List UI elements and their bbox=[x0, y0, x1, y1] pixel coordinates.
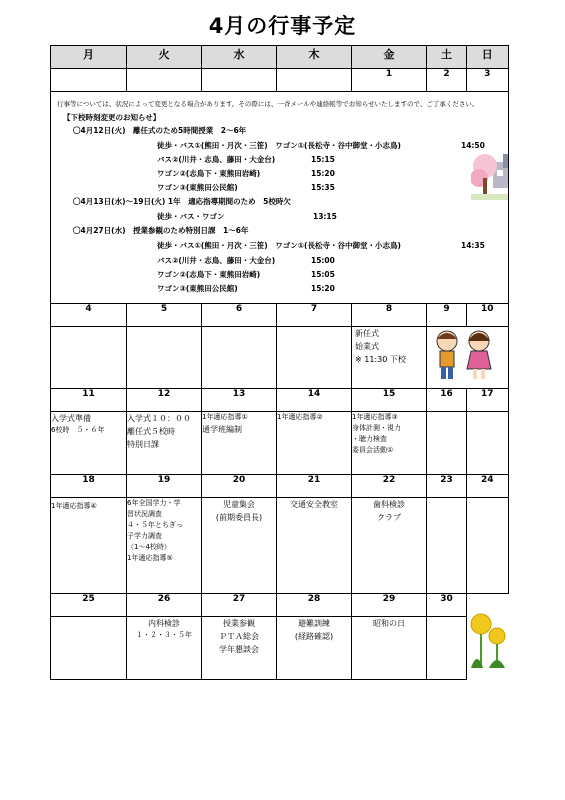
date-cell: 26 bbox=[127, 594, 202, 617]
event-cell bbox=[202, 498, 277, 594]
date-cell: 25 bbox=[51, 594, 127, 617]
weekday-sun: 日 bbox=[467, 46, 509, 69]
date-cell: 4 bbox=[51, 304, 127, 327]
event-cell bbox=[277, 498, 352, 594]
week0-date-row bbox=[51, 69, 509, 92]
event-text: 特別日課 bbox=[127, 440, 159, 449]
notice-time: 14:50 bbox=[461, 141, 485, 150]
event-text: 児童集会 bbox=[223, 500, 255, 509]
notice-time: 15:00 bbox=[311, 256, 335, 265]
date-cell: 20 bbox=[202, 475, 277, 498]
event-text: 6校時 ５・６年 bbox=[51, 426, 105, 434]
page-title: 4月の行事予定 bbox=[208, 14, 357, 38]
weekday-fri: 金 bbox=[352, 46, 427, 69]
notice-line: バス②(川井・志鳥、藤田・大金台) bbox=[157, 155, 276, 164]
notice-time: 15:15 bbox=[311, 155, 335, 164]
event-cell bbox=[51, 498, 127, 594]
event-text: 授業参観 bbox=[223, 619, 255, 629]
event-text: 入学式準備 bbox=[51, 414, 91, 423]
notice-intro: 行事等については、状況によって変更となる場合があります。その際には、一斉メールや連絡帳等でお知らせいたしますので、ご了承ください。 bbox=[57, 100, 479, 108]
week2-date-row bbox=[51, 389, 509, 412]
notice-line: ワゴン③(東熊田公民館) bbox=[157, 183, 238, 192]
notice-heading: 【下校時刻変更のお知らせ】 bbox=[63, 113, 161, 122]
notice-time: 15:05 bbox=[311, 270, 335, 279]
event-cell bbox=[127, 498, 202, 594]
week4-event-row bbox=[51, 617, 509, 679]
week2-event-row bbox=[51, 412, 509, 475]
event-text: 1年適応指導③ bbox=[352, 413, 398, 421]
event-cell bbox=[277, 327, 352, 389]
date-cell: 30 bbox=[427, 594, 467, 617]
date-cell: 2 bbox=[427, 69, 467, 92]
falling-petals-decoration bbox=[506, 262, 508, 302]
date-cell: 5 bbox=[127, 304, 202, 327]
date-cell: 22 bbox=[352, 475, 427, 498]
event-cell bbox=[352, 327, 427, 389]
weekday-mon: 月 bbox=[51, 46, 127, 69]
date-cell: 28 bbox=[277, 594, 352, 617]
event-cell bbox=[277, 617, 352, 679]
event-cell bbox=[127, 412, 202, 475]
event-text: ※ 11:30 下校 bbox=[355, 355, 406, 364]
notice-line: 徒歩・バス①(熊田・月次・三笹) ワゴン①(長松寺・谷中御堂・小志鳥) bbox=[157, 141, 401, 150]
event-text: 学年懇談会 bbox=[219, 645, 259, 655]
notice-row bbox=[51, 92, 509, 304]
weekday-header-row bbox=[51, 46, 509, 69]
date-cell bbox=[202, 69, 277, 92]
event-cell bbox=[467, 498, 509, 594]
event-text: 子学力調査 bbox=[127, 532, 162, 540]
notice-line: ワゴン②(志鳥下・東熊田岩崎) bbox=[157, 270, 261, 279]
date-cell bbox=[127, 69, 202, 92]
event-text: 1年適応指導⑤ bbox=[127, 554, 173, 562]
date-cell: 29 bbox=[352, 594, 427, 617]
event-text: 1年適応指導② bbox=[277, 413, 323, 421]
date-cell: 27 bbox=[202, 594, 277, 617]
event-cell bbox=[127, 617, 202, 679]
notice-line: 〇4月12日(火) 離任式のため5時間授業 2～6年 bbox=[73, 126, 247, 135]
event-text: (経路確認) bbox=[294, 632, 334, 642]
date-cell: 21 bbox=[277, 475, 352, 498]
event-cell bbox=[427, 412, 467, 475]
event-cell bbox=[51, 327, 127, 389]
event-text: ４・５年とちぎっ bbox=[127, 521, 183, 529]
date-cell: 19 bbox=[127, 475, 202, 498]
cherry-blossom-illustration bbox=[471, 142, 508, 207]
event-text: 避難訓練 bbox=[298, 619, 330, 629]
event-text: 1年適応指導① bbox=[202, 413, 248, 421]
event-cell bbox=[467, 412, 509, 475]
event-text: 交通安全教室 bbox=[290, 500, 338, 509]
event-text: (前期委員長) bbox=[215, 513, 263, 522]
event-text: ＰＴＡ総会 bbox=[219, 632, 259, 642]
date-cell: 9 bbox=[427, 304, 467, 327]
event-text: 始業式 bbox=[355, 342, 379, 351]
event-text: 習状況調査 bbox=[127, 510, 162, 518]
week3-date-row bbox=[51, 475, 509, 498]
event-text: 新任式 bbox=[355, 329, 379, 338]
notice-time: 14:35 bbox=[461, 241, 485, 250]
event-cell bbox=[427, 617, 467, 679]
date-cell: 13 bbox=[202, 389, 277, 412]
notice-time: 15:20 bbox=[311, 284, 335, 293]
date-cell bbox=[51, 69, 127, 92]
event-text: 離任式５校時 bbox=[127, 427, 175, 436]
date-cell: 11 bbox=[51, 389, 127, 412]
weekday-wed: 水 bbox=[202, 46, 277, 69]
event-cell bbox=[352, 617, 427, 679]
week1-event-row bbox=[51, 327, 509, 389]
event-cell bbox=[202, 412, 277, 475]
date-cell: 12 bbox=[127, 389, 202, 412]
children-illustration bbox=[427, 327, 499, 383]
notice-line: 〇4月13日(水)～19日(火) 1年 適応指導期間のため 5校時欠 bbox=[73, 197, 291, 206]
event-text: クラブ bbox=[377, 513, 401, 522]
notice-line: バス②(川井・志鳥、藤田・大金台) bbox=[157, 256, 276, 265]
week4-date-row bbox=[51, 594, 509, 617]
date-cell: 15 bbox=[352, 389, 427, 412]
event-text: 1年適応指導④ bbox=[51, 502, 97, 510]
event-cell bbox=[277, 412, 352, 475]
notice-line: 〇4月27日(水) 授業参観のため特別日課 1～6年 bbox=[73, 226, 249, 235]
notice-line: ワゴン③(東熊田公民館) bbox=[157, 284, 238, 293]
weekday-sat: 土 bbox=[427, 46, 467, 69]
week3-event-row bbox=[51, 498, 509, 594]
notice-box bbox=[51, 92, 509, 304]
event-text: 内科検診 bbox=[148, 619, 180, 629]
event-cell bbox=[127, 327, 202, 389]
date-cell bbox=[277, 69, 352, 92]
event-text: １・２・３・５年 bbox=[136, 631, 192, 640]
date-cell: 17 bbox=[467, 389, 509, 412]
notice-line: ワゴン②(志鳥下・東熊田岩崎) bbox=[157, 169, 261, 178]
week1-date-row bbox=[51, 304, 509, 327]
event-cell bbox=[51, 617, 127, 679]
date-cell: 6 bbox=[202, 304, 277, 327]
event-text: 6年全国学力・学 bbox=[127, 499, 181, 507]
date-cell: 1 bbox=[352, 69, 427, 92]
event-text: 歯科検診 bbox=[373, 500, 405, 509]
event-cell bbox=[202, 327, 277, 389]
date-cell: 24 bbox=[467, 475, 509, 498]
weekday-thu: 木 bbox=[277, 46, 352, 69]
kids-illustration-cell bbox=[427, 327, 509, 389]
date-cell: 10 bbox=[467, 304, 509, 327]
date-cell: 7 bbox=[277, 304, 352, 327]
event-cell bbox=[352, 412, 427, 475]
date-cell: 8 bbox=[352, 304, 427, 327]
event-text: 身体計測・視力 bbox=[352, 424, 401, 432]
date-cell: 14 bbox=[277, 389, 352, 412]
event-cell bbox=[352, 498, 427, 594]
notice-line: 徒歩・バス・ワゴン bbox=[157, 212, 225, 221]
event-text: （1～4校時） bbox=[127, 543, 171, 551]
event-text: 委員会活動① bbox=[352, 446, 394, 454]
event-text: 昭和の日 bbox=[373, 619, 405, 629]
notice-line: 徒歩・バス①(熊田・月次・三笹) ワゴン①(長松寺・谷中御堂・小志鳥) bbox=[157, 241, 401, 250]
event-text: 入学式１０：００ bbox=[127, 414, 191, 423]
notice-time: 15:20 bbox=[311, 169, 335, 178]
weekday-tue: 火 bbox=[127, 46, 202, 69]
date-cell: 3 bbox=[467, 69, 509, 92]
event-text: ・聴力検査 bbox=[352, 435, 387, 443]
calendar-table bbox=[50, 45, 509, 680]
event-text: 通学班編制 bbox=[202, 425, 242, 434]
date-cell: 18 bbox=[51, 475, 127, 498]
notice-time: 15:35 bbox=[311, 183, 335, 192]
event-cell bbox=[202, 617, 277, 679]
event-cell bbox=[51, 412, 127, 475]
event-cell bbox=[427, 498, 467, 594]
flower-illustration-cell bbox=[467, 594, 509, 680]
dandelion-illustration bbox=[467, 606, 508, 676]
date-cell: 16 bbox=[427, 389, 467, 412]
date-cell: 23 bbox=[427, 475, 467, 498]
notice-time: 13:15 bbox=[313, 212, 337, 221]
